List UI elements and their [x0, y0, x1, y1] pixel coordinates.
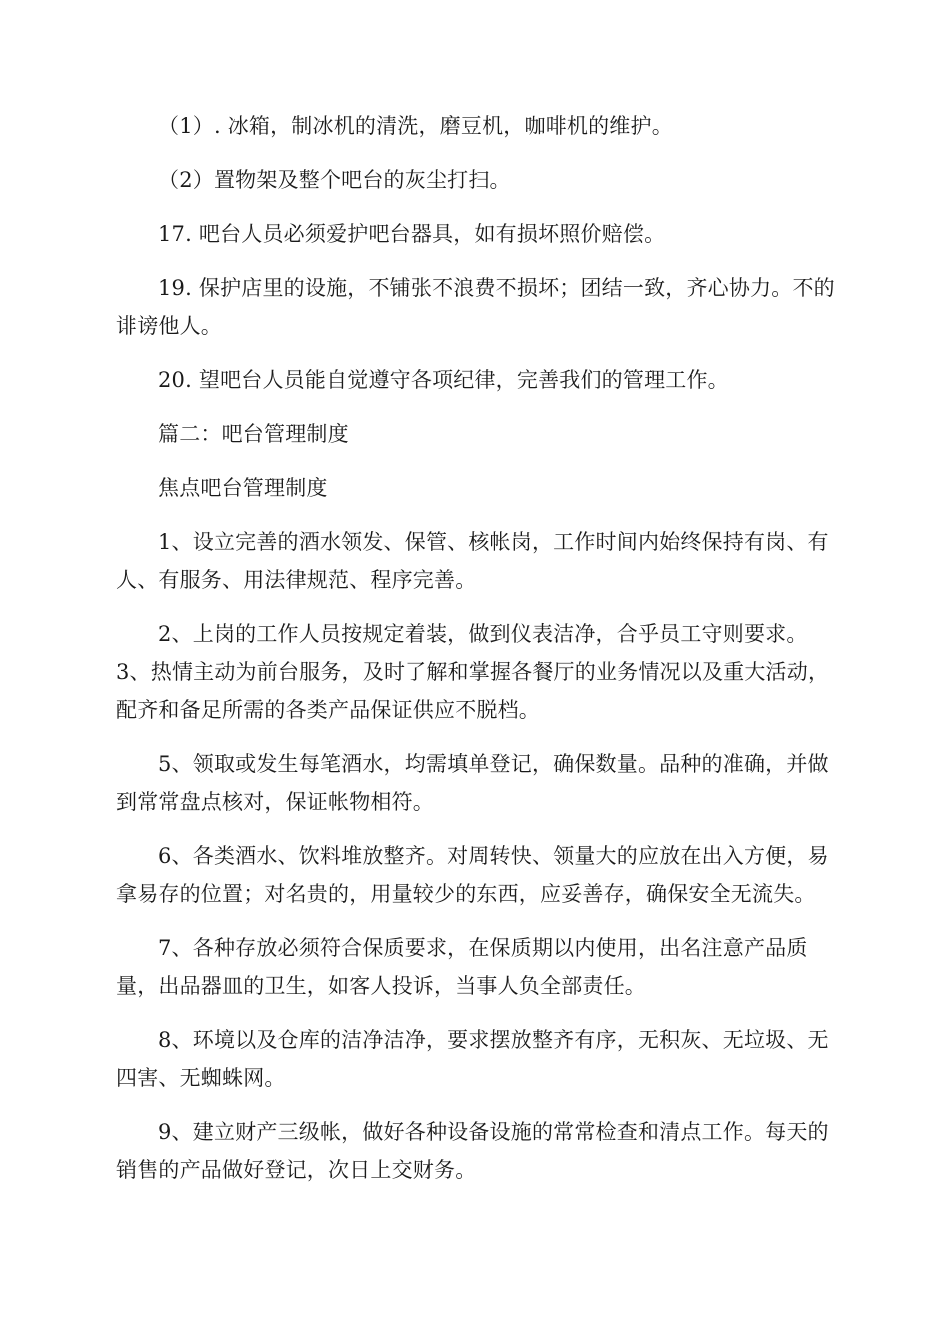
paragraph: （1）. 冰箱，制冰机的清洗，磨豆机，咖啡机的维护。: [158, 114, 673, 138]
paragraph: 1、设立完善的酒水领发、保管、核帐岗，工作时间内始终保持有岗、有人、有服务、用法律规范、程序完善。: [116, 530, 829, 592]
document-body: [116, 107, 836, 1205]
paragraph: 5、领取或发生每笔酒水，均需填单登记，确保数量。品种的准确，并做到常常盘点核对，保证帐物相符。: [116, 752, 829, 814]
section-heading: 篇二：吧台管理制度: [158, 422, 349, 446]
paragraph: （2）置物架及整个吧台的灰尘打扫。: [158, 168, 511, 192]
paragraph: 20. 望吧台人员能自觉遵守各项纪律，完善我们的管理工作。: [158, 368, 729, 392]
paragraph: 9、建立财产三级帐，做好各种设备设施的常常检查和清点工作。每天的销售的产品做好登记，次日上交财务。: [116, 1120, 829, 1182]
paragraph: 19. 保护店里的设施，不铺张不浪费不损坏；团结一致，齐心协力。不的诽谤他人。: [116, 276, 835, 338]
paragraph: 6、各类酒水、饮料堆放整齐。对周转快、领量大的应放在出入方便，易拿易存的位置；对名贵的，用量较少的东西，应妥善存，确保安全无流失。: [116, 844, 829, 906]
paragraph: 8、环境以及仓库的洁净洁净，要求摆放整齐有序，无积灰、无垃圾、无四害、无蜘蛛网。: [116, 1028, 829, 1090]
paragraph: 7、各种存放必须符合保质要求，在保质期以内使用，出名注意产品质量，出品器皿的卫生，如客人投诉，当事人负全部责任。: [116, 936, 808, 998]
paragraph: 2、上岗的工作人员按规定着装，做到仪表洁净，合乎员工守则要求。3、热情主动为前台服务，及时了解和掌握各餐厅的业务情况以及重大活动，配齐和备足所需的各类产品保证供应不脱档。: [116, 622, 830, 722]
document-title: 焦点吧台管理制度: [158, 476, 328, 500]
paragraph: 17. 吧台人员必须爱护吧台器具，如有损坏照价赔偿。: [158, 222, 666, 246]
